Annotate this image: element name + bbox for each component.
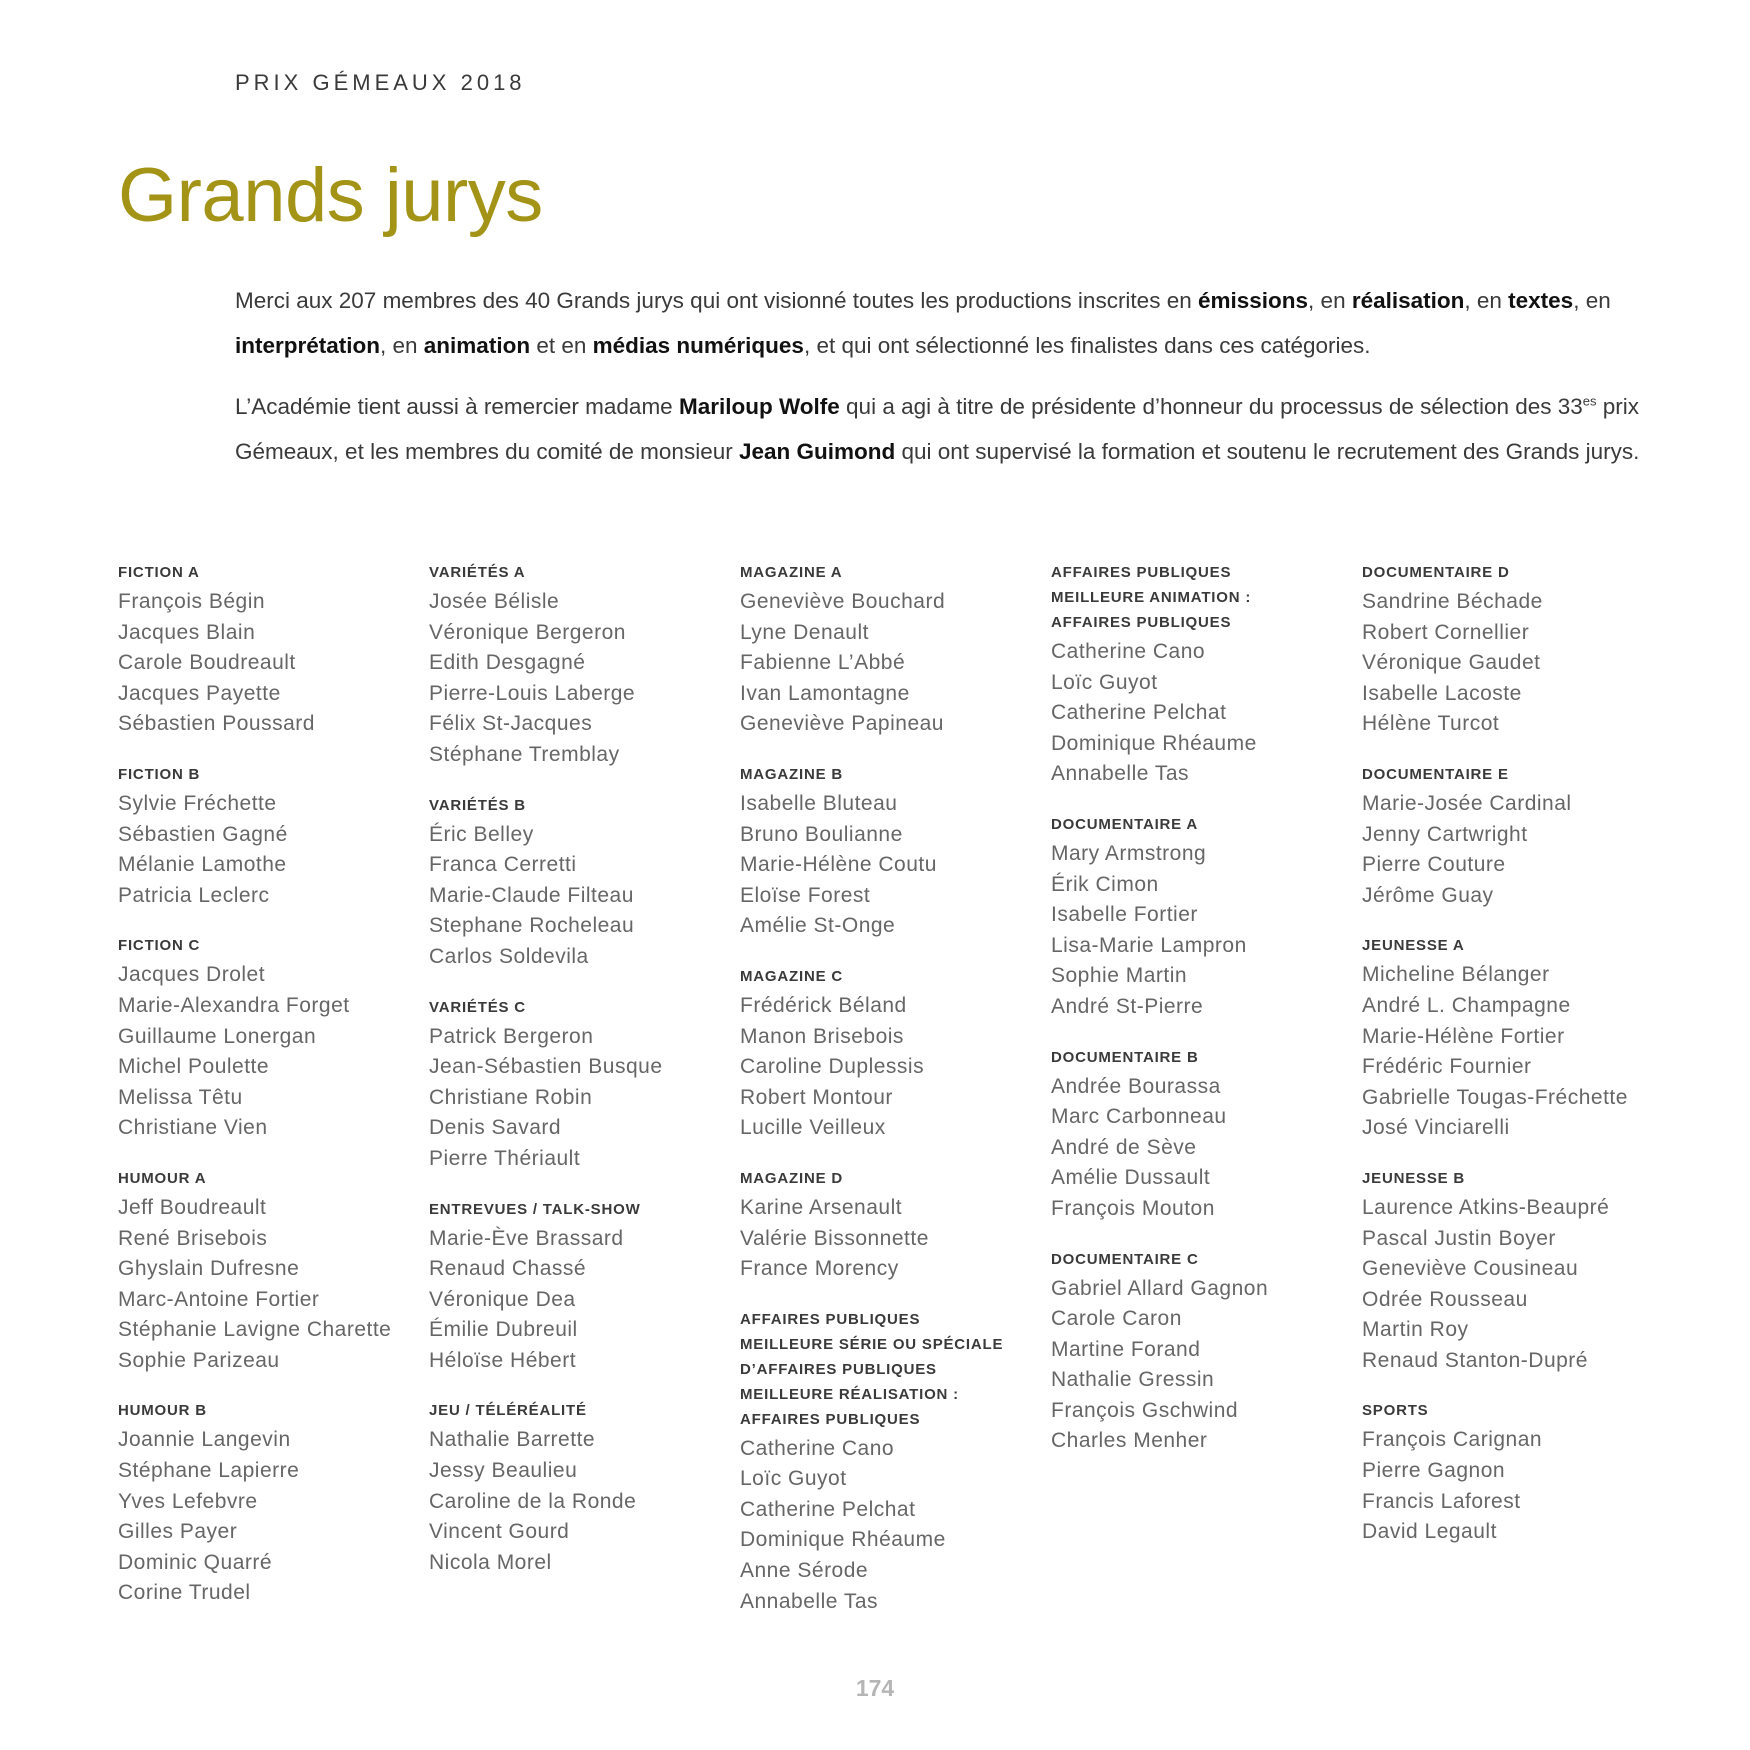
jury-member: Geneviève Bouchard [740,590,946,613]
jury-member: Véronique Dea [429,1287,576,1311]
jury-heading [740,560,1051,585]
jury-member: Vincent Gourd [429,1520,570,1544]
jury-member: Odrée Rousseau [1362,1287,1528,1311]
jury-group [1362,560,1673,740]
jury-member: Annabelle Tas [740,1589,879,1613]
intro-text-run: , en [1464,288,1509,313]
jury-member: Dominic Quarré [118,1550,273,1574]
jury-member: Christiane Vien [118,1116,268,1140]
jury-member: Amélie Dussault [1051,1166,1211,1190]
jury-group [429,1197,740,1377]
jury-member: François Gschwind [1051,1398,1239,1422]
jury-member-list [1362,587,1673,740]
jury-member: Charles Menher [1051,1429,1208,1453]
jury-member-list [1051,1072,1362,1225]
jury-member: Nathalie Barrette [429,1428,596,1452]
jury-member: Geneviève Cousineau [1362,1257,1579,1281]
jury-member: Véronique Gaudet [1362,651,1541,675]
intro-text-run: qui a agi à titre de présidente d’honneur du processus de sélection des 33 [839,394,1583,419]
jury-member: Karine Arsenault [740,1195,903,1219]
jury-member: François Mouton [1051,1196,1215,1220]
jury-member: Félix St-Jacques [429,712,593,736]
jury-group [1051,560,1362,790]
jury-heading-line: D’AFFAIRES PUBLIQUES [740,1360,937,1378]
jury-member: Frédéric Fournier [1362,1055,1532,1079]
intro-text-run: , et qui ont sélectionné les finalistes dans ces catégories. [803,333,1371,358]
intro-text-run: prix Gémeaux, et les membres du comité de monsieur [235,394,1640,464]
jury-heading-line: AFFAIRES PUBLIQUES [1051,564,1232,581]
jury-member: Gabrielle Tougas-Fréchette [1362,1085,1628,1109]
jury-member: Bruno Boulianne [740,822,903,846]
jury-member-list [429,1022,740,1175]
jury-column [740,560,1051,1639]
bold-term: textes [1508,288,1574,313]
jury-heading-line: MAGAZINE A [740,564,843,581]
jury-heading-line: DOCUMENTAIRE E [1362,765,1509,783]
jury-member: Stéphane Lapierre [118,1459,300,1483]
jury-member: Jessy Beaulieu [429,1459,578,1483]
jury-heading [118,933,429,958]
jury-member: André L. Champagne [1362,993,1571,1017]
bold-name: Mariloup Wolfe [678,394,840,419]
running-head: PRIX GÉMEAUX 2018 [235,70,526,95]
jury-heading-line: MAGAZINE D [740,1169,843,1187]
jury-member: Pierre Gagnon [1362,1459,1506,1483]
jury-column [1362,560,1673,1639]
jury-member: Annabelle Tas [1051,762,1190,786]
jury-member: Dominique Rhéaume [1051,731,1257,755]
jury-heading-line: ENTREVUES / TALK-SHOW [429,1200,641,1218]
jury-member: Guillaume Lonergan [118,1024,317,1048]
jury-member: Valérie Bissonnette [740,1226,929,1250]
jury-member: François Carignan [1362,1428,1543,1452]
jury-member: Dominique Rhéaume [740,1528,946,1552]
jury-heading-line: FICTION B [118,765,201,783]
jury-member: Melissa Têtu [118,1085,243,1109]
jury-heading [118,1398,429,1423]
jury-member: Ghyslain Dufresne [118,1257,300,1281]
jury-column [429,560,740,1639]
jury-group [740,1307,1051,1618]
jury-member: Frédérick Béland [740,993,907,1017]
jury-member: Denis Savard [429,1116,562,1140]
jury-member: Éric Belley [429,822,534,846]
jury-member: Mary Armstrong [1051,841,1207,865]
intro-text-run: qui ont supervisé la formation et soutenu le recrutement des Grands jurys. [895,439,1640,464]
jury-heading-line: AFFAIRES PUBLIQUES [740,1410,921,1428]
jury-heading-line: AFFAIRES PUBLIQUES [740,1310,921,1328]
intro-text-run: , en [380,333,424,358]
jury-heading [429,793,740,818]
jury-heading [429,560,740,585]
jury-member: Jacques Payette [118,681,281,705]
jury-member: France Morency [740,1257,899,1281]
intro-paragraph-2 [235,384,1645,474]
bold-name: Jean Guimond [738,439,896,464]
jury-member: Edith Desgagné [429,651,586,675]
jury-member-list [740,587,1051,740]
jury-member: Sophie Martin [1051,964,1188,988]
jury-heading-line: DOCUMENTAIRE D [1362,564,1510,581]
intro-text-run: et en [530,333,593,358]
jury-heading-line: MAGAZINE B [740,765,843,783]
bold-term: interprétation [235,333,381,358]
jury-group [1051,1247,1362,1458]
jury-member: Nathalie Gressin [1051,1368,1215,1392]
page-title: Grands jurys [118,153,543,238]
jury-member: Sylvie Fréchette [118,791,277,815]
jury-member-list [740,789,1051,942]
bold-term: émissions [1197,288,1309,313]
jury-heading-line: VARIÉTÉS B [429,796,526,814]
jury-member: Lyne Denault [740,620,869,644]
jury-member: André de Sève [1051,1135,1197,1159]
jury-heading [118,762,429,787]
jury-member: Sophie Parizeau [118,1348,280,1372]
jury-member: Jacques Drolet [118,963,266,987]
jury-member-list [429,1425,740,1578]
jury-member: Hélène Turcot [1362,712,1500,736]
jury-member: Jeff Boudreault [118,1195,267,1219]
jury-heading-line: FICTION C [118,937,201,955]
jury-member: Anne Sérode [740,1559,869,1583]
jury-member: Franca Cerretti [429,853,577,877]
intro-text-run: , en [1308,288,1352,313]
jury-member: Jenny Cartwright [1362,822,1528,846]
jury-member: Isabelle Fortier [1051,903,1198,927]
jury-member: Stephane Rocheleau [429,914,635,938]
jury-member: Geneviève Papineau [740,712,944,736]
jury-member-list [118,960,429,1144]
jury-member: Patricia Leclerc [118,883,270,907]
jury-member-list [429,587,740,771]
jury-member-list [1362,960,1673,1144]
jury-heading [1051,1045,1362,1070]
jury-member: Émilie Dubreuil [429,1318,578,1342]
jury-member-list [118,587,429,740]
jury-heading-line: MAGAZINE C [740,967,843,985]
jury-heading [1362,1398,1673,1423]
jury-member-list [740,1193,1051,1285]
jury-member: René Brisebois [118,1226,268,1250]
jury-group [429,793,740,973]
jury-member: Marie-Claude Filteau [429,883,634,907]
jury-heading-line: AFFAIRES PUBLIQUES [1051,614,1232,631]
jury-column [1051,560,1362,1639]
jury-heading [118,560,429,585]
jury-heading [1051,812,1362,837]
jury-group [1051,1045,1362,1225]
jury-member: Stéphane Tremblay [429,742,620,766]
jury-heading [1362,933,1673,958]
jury-member: Lucille Veilleux [740,1116,886,1140]
jury-member: Catherine Cano [1051,640,1206,663]
jury-member-list [1362,789,1673,911]
jury-heading [740,1307,1051,1432]
jury-member: Catherine Pelchat [1051,701,1227,725]
jury-group [118,762,429,911]
jury-member: Yves Lefebvre [118,1489,258,1513]
jury-heading [740,964,1051,989]
jury-member-list [118,1193,429,1377]
jury-heading-line: MEILLEURE SÉRIE OU SPÉCIALE [740,1335,1004,1353]
jury-heading [429,1197,740,1222]
jury-member: Érik Cimon [1051,872,1159,896]
jury-member: Corine Trudel [118,1581,251,1605]
jury-heading-line: DOCUMENTAIRE B [1051,1048,1199,1066]
jury-group [118,560,429,740]
jury-heading [740,1166,1051,1191]
jury-member-list [118,1425,429,1609]
jury-member: Marc Carbonneau [1051,1105,1227,1129]
jury-member-list [1051,1274,1362,1458]
jury-heading [1362,1166,1673,1191]
jury-member-list [429,1224,740,1377]
jury-member: Pierre Thériault [429,1146,581,1170]
jury-member: Francis Laforest [1362,1489,1521,1513]
jury-heading-line: MEILLEURE RÉALISATION : [740,1385,959,1403]
intro-paragraph-1 [235,278,1645,368]
jury-group [1362,1166,1673,1377]
jury-group [740,964,1051,1144]
jury-column [118,560,429,1639]
jury-heading-line: MEILLEURE ANIMATION : [1051,589,1252,606]
jury-member: Marc-Antoine Fortier [118,1287,320,1311]
jury-member: Pierre Couture [1362,853,1506,877]
jury-member: José Vinciarelli [1362,1116,1510,1140]
intro-text-run: , en [1573,288,1611,313]
jury-member: Marie-Alexandra Forget [118,993,350,1017]
jury-member: Gabriel Allard Gagnon [1051,1276,1269,1300]
jury-member: Lisa-Marie Lampron [1051,933,1247,957]
jury-member: Mélanie Lamothe [118,853,287,877]
jury-member-list [740,991,1051,1144]
jury-member: Jean-Sébastien Busque [429,1055,663,1079]
jury-member-list [1362,1425,1673,1547]
jury-member: Carlos Soldevila [429,944,589,968]
jury-member: Joannie Langevin [118,1428,291,1452]
jury-member-list [118,789,429,911]
jury-member: Micheline Bélanger [1362,963,1550,987]
jury-group [740,1166,1051,1285]
jury-heading [429,1398,740,1423]
jury-group [429,560,740,771]
jury-member: Ivan Lamontagne [740,681,910,705]
jury-member: Sébastien Gagné [118,822,288,846]
jury-member: Catherine Cano [740,1436,895,1460]
jury-heading-line: JEUNESSE B [1362,1169,1466,1187]
jury-member: Michel Poulette [118,1055,270,1079]
jury-member: Carole Caron [1051,1307,1182,1331]
jury-member: Pierre-Louis Laberge [429,681,636,705]
jury-member: Andrée Bourassa [1051,1074,1221,1098]
jury-member: Catherine Pelchat [740,1497,916,1521]
page-number: 174 [855,1675,895,1701]
jury-heading [1051,560,1362,635]
jury-member-list [429,820,740,973]
jury-heading-line: DOCUMENTAIRE C [1051,1250,1199,1268]
jury-member: Jacques Blain [118,620,256,644]
jury-member: André St-Pierre [1051,994,1204,1018]
jury-member-list [740,1434,1051,1618]
jury-heading-line: HUMOUR B [118,1402,207,1420]
jury-member-list [1051,637,1362,790]
jury-group [1362,762,1673,911]
intro-text-run: Merci aux 207 membres des 40 Grands jurys qui ont visionné toutes les productions inscrites en [235,288,1198,313]
jury-member: Renaud Stanton-Dupré [1362,1348,1588,1372]
jury-member: Manon Brisebois [740,1024,904,1048]
jury-heading-line: SPORTS [1362,1402,1429,1420]
jury-heading-line: JEUNESSE A [1362,937,1465,955]
jury-member: Martin Roy [1362,1318,1469,1342]
jury-member: Patrick Bergeron [429,1024,594,1048]
jury-group [118,933,429,1144]
jury-group [118,1398,429,1609]
jury-member: Renaud Chassé [429,1257,587,1281]
jury-heading-line: FICTION A [118,564,200,581]
jury-member: Isabelle Bluteau [740,791,898,815]
jury-group [740,560,1051,740]
jury-member: Amélie St-Onge [740,914,896,938]
jury-member: Héloïse Hébert [429,1348,577,1372]
jury-member: Stéphanie Lavigne Charette [118,1318,392,1342]
jury-member-list [1362,1193,1673,1377]
jury-group [1362,1398,1673,1547]
jury-member: David Legault [1362,1520,1497,1544]
jury-heading [118,1166,429,1191]
jury-member: Caroline Duplessis [740,1055,925,1079]
intro-text-run: L’Académie tient aussi à remercier madame [235,394,679,419]
jury-member: Marie-Hélène Fortier [1362,1024,1565,1048]
jury-member: Jérôme Guay [1362,883,1494,907]
jury-group [1051,812,1362,1023]
jury-member-list [1051,839,1362,1023]
jury-member: Laurence Atkins-Beaupré [1362,1195,1610,1219]
jury-member: Nicola Morel [429,1550,552,1574]
bold-term: réalisation [1351,288,1465,313]
jury-member: Sébastien Poussard [118,712,315,736]
jury-heading [1362,560,1673,585]
jury-heading-line: JEU / TÉLÉRÉALITÉ [429,1402,587,1420]
jury-group [429,1398,740,1578]
jury-member: Marie-Ève Brassard [429,1226,624,1250]
jury-member: Carole Boudreault [118,651,296,675]
jury-heading [429,995,740,1020]
jury-columns [118,560,1673,1639]
jury-heading-line: VARIÉTÉS C [429,998,526,1016]
jury-member: Robert Cornellier [1362,620,1530,644]
jury-group [118,1166,429,1377]
jury-member: Marie-Hélène Coutu [740,853,937,877]
jury-member: Robert Montour [740,1085,893,1109]
jury-member: Josée Bélisle [429,590,560,613]
jury-member: François Bégin [118,590,266,613]
jury-member: Loïc Guyot [1051,670,1158,694]
intro-text [235,278,1645,490]
jury-member: Eloïse Forest [740,883,871,907]
jury-member: Loïc Guyot [740,1467,847,1491]
jury-member: Sandrine Béchade [1362,590,1543,613]
jury-member: Gilles Payer [118,1520,238,1544]
bold-term: médias numériques [592,333,804,358]
jury-member: Martine Forand [1051,1337,1201,1361]
jury-member: Marie-Josée Cardinal [1362,791,1572,815]
jury-heading [740,762,1051,787]
bold-term: animation [423,333,531,358]
jury-member: Pascal Justin Boyer [1362,1226,1556,1250]
jury-member: Isabelle Lacoste [1362,681,1522,705]
jury-group [740,762,1051,942]
jury-heading [1362,762,1673,787]
jury-member: Fabienne L’Abbé [740,651,906,675]
jury-heading [1051,1247,1362,1272]
jury-heading-line: VARIÉTÉS A [429,564,526,581]
jury-member: Christiane Robin [429,1085,593,1109]
jury-group [1362,933,1673,1144]
jury-heading-line: HUMOUR A [118,1169,207,1187]
jury-member: Caroline de la Ronde [429,1489,637,1513]
jury-group [429,995,740,1175]
ordinal-superscript: es [1582,393,1597,409]
jury-heading-line: DOCUMENTAIRE A [1051,815,1199,833]
jury-member: Véronique Bergeron [429,620,626,644]
